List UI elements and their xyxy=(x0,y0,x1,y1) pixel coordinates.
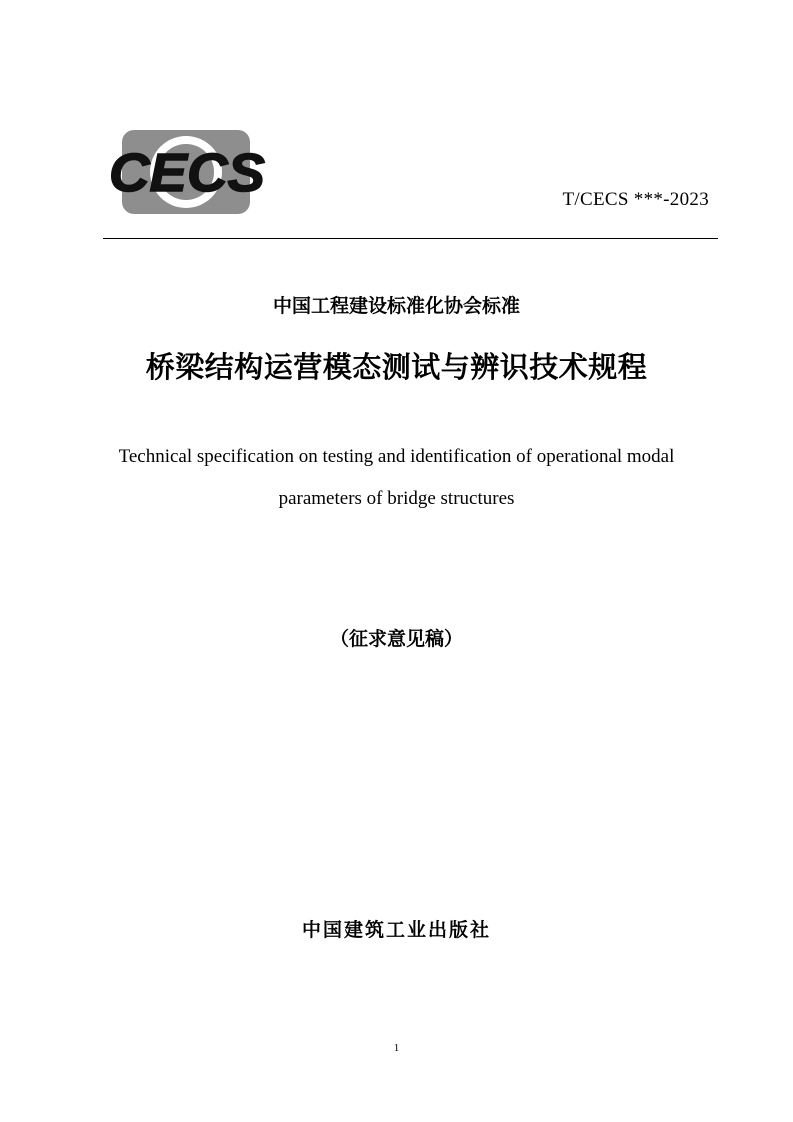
title-english xyxy=(0,436,793,520)
cecs-logo xyxy=(106,128,268,216)
header-rule xyxy=(103,238,718,239)
logo-text: CECS xyxy=(109,143,265,203)
title-english-line-1: Technical specification on testing and identification of operational modal xyxy=(118,446,675,467)
standard-number: T/CECS ***-2023 xyxy=(562,189,709,210)
publisher: 中国建筑工业出版社 xyxy=(301,919,491,941)
title-english-line-2: parameters of bridge structures xyxy=(278,488,515,509)
association-label: 中国工程建设标准化协会标准 xyxy=(272,295,520,317)
title-chinese: 桥梁结构运营模态测试与辨识技术规程 xyxy=(145,350,648,384)
page-number: 1 xyxy=(393,1042,400,1054)
draft-status: （征求意见稿） xyxy=(329,628,463,650)
